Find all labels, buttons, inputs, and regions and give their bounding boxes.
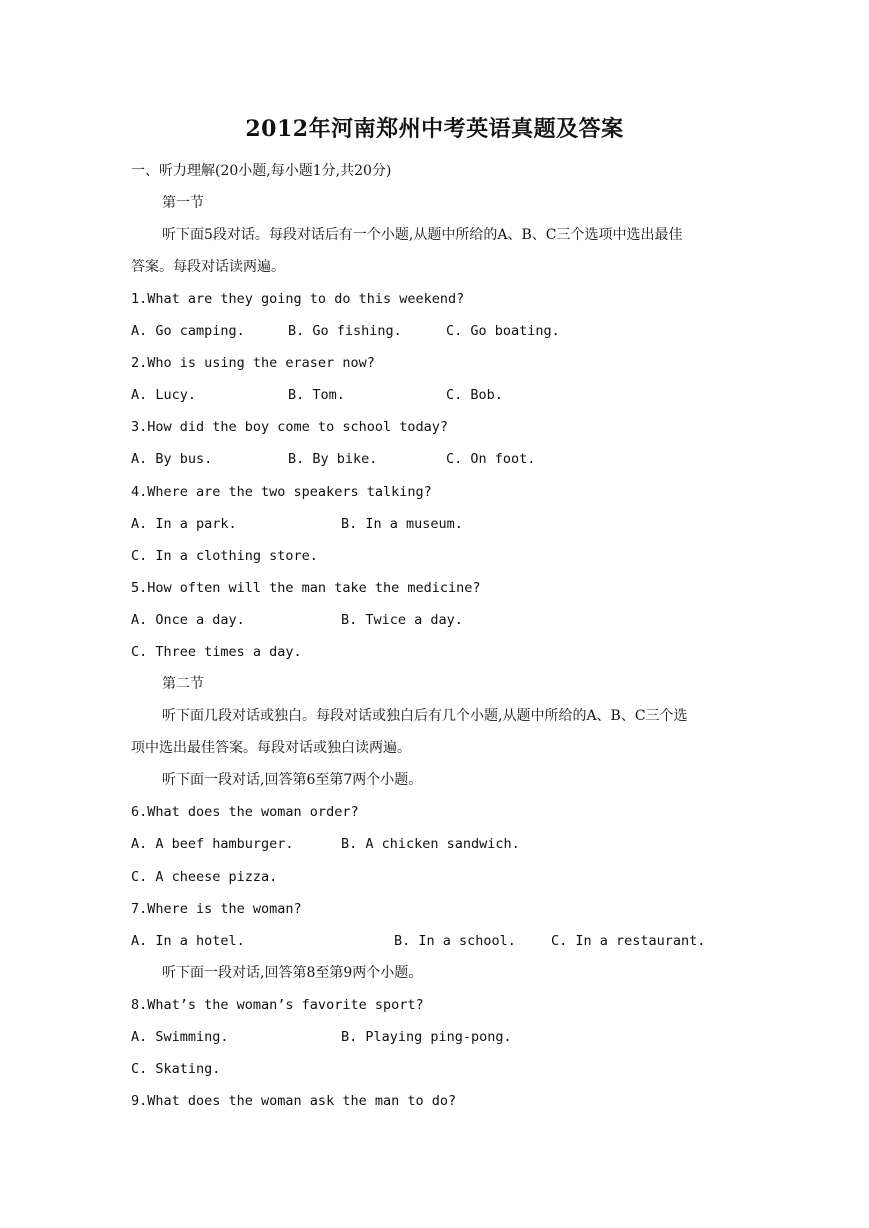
question-3-option-c: C. On foot. — [446, 451, 536, 467]
question-4-option-c: C. In a clothing store. — [131, 548, 318, 564]
question-1-stem: 1.What are they going to do this weekend? — [131, 291, 465, 307]
question-3-option-a: A. By bus. — [131, 451, 213, 467]
question-5-option-c: C. Three times a day. — [131, 644, 302, 660]
question-7-option-b: B. In a school. — [394, 933, 516, 949]
question-4-stem: 4.Where are the two speakers talking? — [131, 484, 432, 500]
question-1-option-b: B. Go fishing. — [288, 323, 402, 339]
question-6-option-b: B. A chicken sandwich. — [341, 836, 520, 852]
part1-instruction-line1: 听下面5段对话。每段对话后有一个小题,从题中所给的A、B、C三个选项中选出最佳 — [162, 227, 683, 243]
question-1-option-c: C. Go boating. — [446, 323, 560, 339]
part2-instruction-line2: 项中选出最佳答案。每段对话或独白读两遍。 — [131, 740, 411, 756]
section-heading: 一、听力理解(20小题,每小题1分,共20分) — [131, 163, 392, 179]
question-7-option-c: C. In a restaurant. — [551, 933, 706, 949]
question-9-stem: 9.What does the woman ask the man to do? — [131, 1093, 457, 1109]
question-4-option-a: A. In a park. — [131, 516, 237, 532]
part2-instruction-line1: 听下面几段对话或独白。每段对话或独白后有几个小题,从题中所给的A、B、C三个选 — [162, 708, 688, 724]
question-3-option-b: B. By bike. — [288, 451, 378, 467]
question-7-stem: 7.Where is the woman? — [131, 901, 302, 917]
question-8-option-a: A. Swimming. — [131, 1029, 229, 1045]
part1-label: 第一节 — [162, 195, 204, 211]
part2-label: 第二节 — [162, 676, 204, 692]
question-4-option-b: B. In a museum. — [341, 516, 463, 532]
question-5-stem: 5.How often will the man take the medicine? — [131, 580, 481, 596]
question-8-stem: 8.What’s the woman’s favorite sport? — [131, 997, 424, 1013]
question-8-option-c: C. Skating. — [131, 1061, 221, 1077]
question-5-option-a: A. Once a day. — [131, 612, 245, 628]
group-6-7-instruction: 听下面一段对话,回答第6至第7两个小题。 — [162, 772, 423, 788]
question-7-option-a: A. In a hotel. — [131, 933, 245, 949]
question-2-option-b: B. Tom. — [288, 387, 345, 403]
question-6-stem: 6.What does the woman order? — [131, 804, 359, 820]
question-6-option-a: A. A beef hamburger. — [131, 836, 294, 852]
group-8-9-instruction: 听下面一段对话,回答第8至第9两个小题。 — [162, 965, 423, 981]
question-1-option-a: A. Go camping. — [131, 323, 245, 339]
part1-instruction-line2: 答案。每段对话读两遍。 — [131, 259, 285, 275]
question-8-option-b: B. Playing ping-pong. — [341, 1029, 512, 1045]
question-6-option-c: C. A cheese pizza. — [131, 869, 278, 885]
question-2-stem: 2.Who is using the eraser now? — [131, 355, 375, 371]
page-title: 2012年河南郑州中考英语真题及答案 — [245, 116, 624, 142]
question-2-option-a: A. Lucy. — [131, 387, 197, 403]
question-5-option-b: B. Twice a day. — [341, 612, 463, 628]
question-2-option-c: C. Bob. — [446, 387, 503, 403]
question-3-stem: 3.How did the boy come to school today? — [131, 419, 448, 435]
